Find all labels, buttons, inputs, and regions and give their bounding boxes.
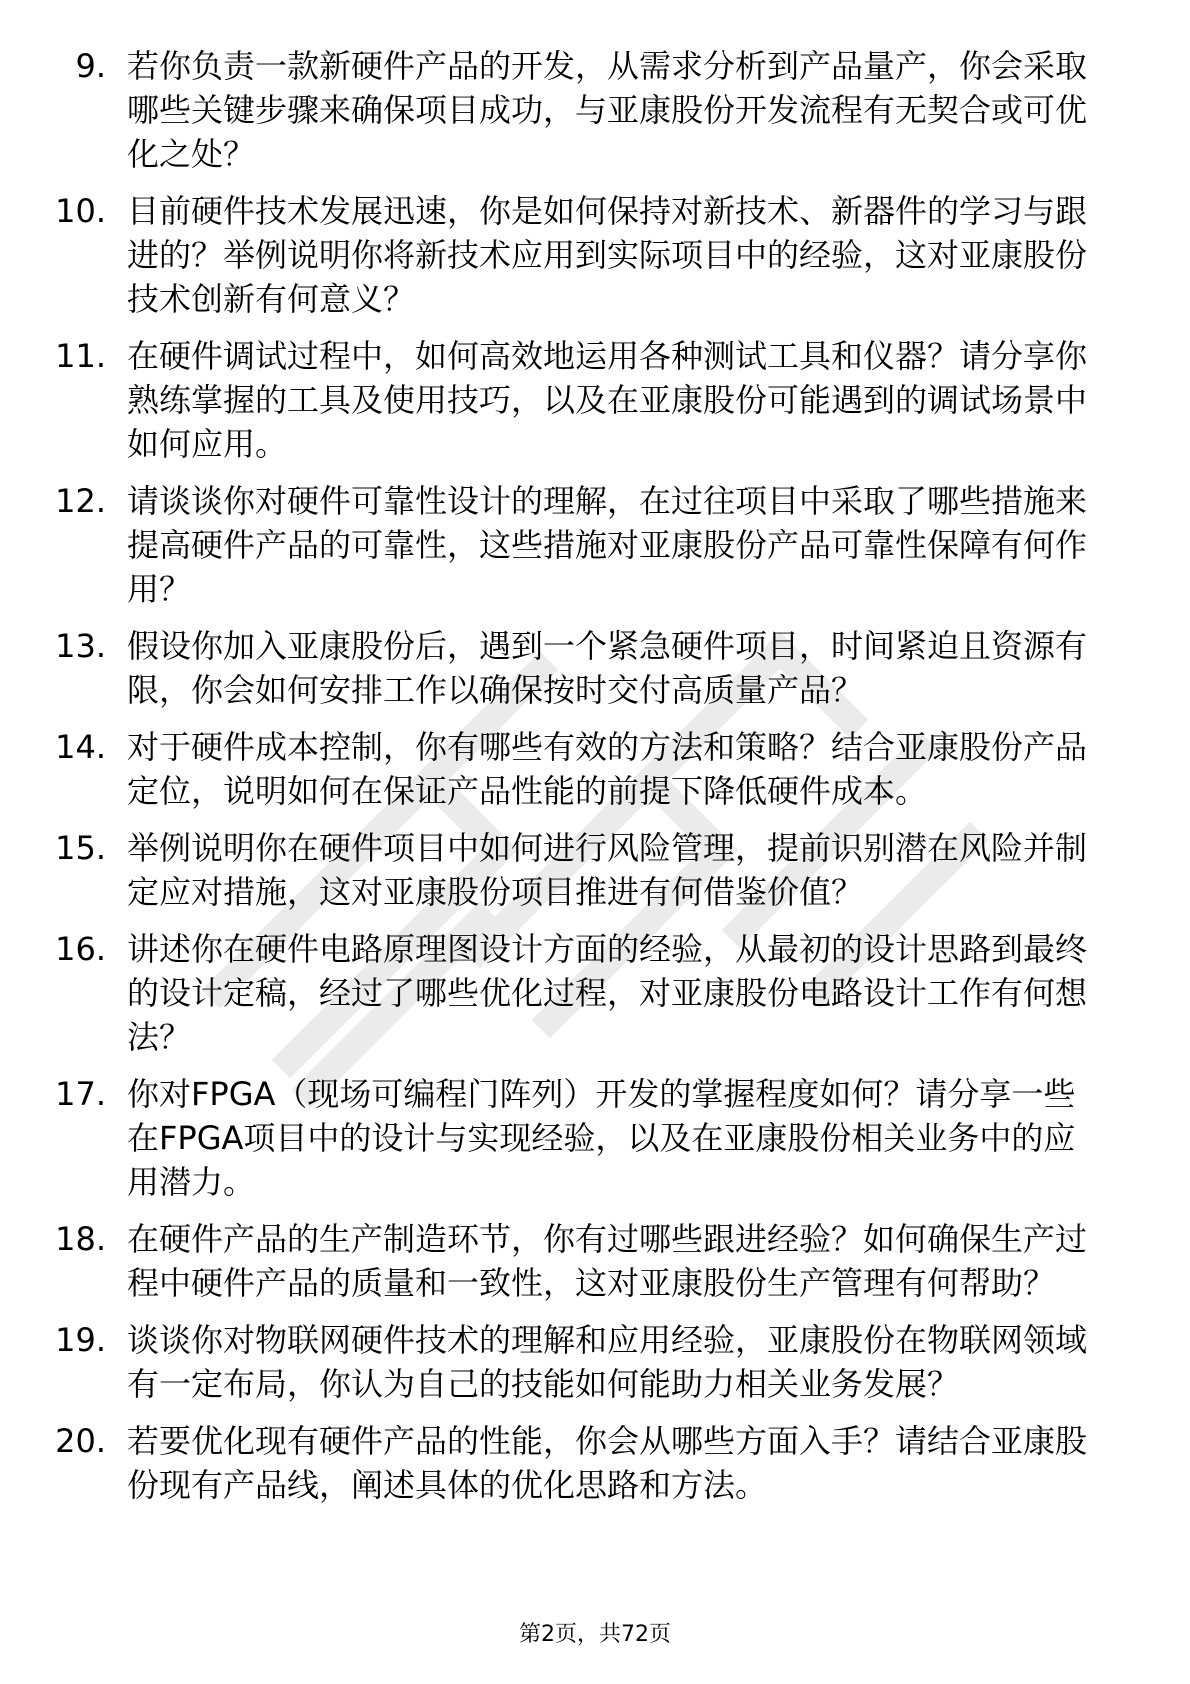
question-number: 15.	[55, 829, 106, 867]
question-text: 在硬件调试过程中，如何高效地运用各种测试工具和仪器？请分享你熟练掌握的工具及使用技巧，以及在亚康股份可能遇到的调试场景中如何应用。	[127, 337, 1088, 463]
question-text: 请谈谈你对硬件可靠性设计的理解，在过往项目中采取了哪些措施来提高硬件产品的可靠性，这些措施对亚康股份产品可靠性保障有何作用？	[127, 482, 1088, 608]
question-number: 9.	[75, 47, 106, 85]
question-number: 18.	[55, 1220, 106, 1258]
question-text: 在硬件产品的生产制造环节，你有过哪些跟进经验？如何确保生产过程中硬件产品的质量和一致性，这对亚康股份生产管理有何帮助？	[127, 1220, 1088, 1302]
question-item	[0, 1318, 1190, 1406]
question-item	[0, 1419, 1190, 1507]
question-item	[0, 334, 1190, 466]
question-number: 14.	[55, 728, 106, 766]
question-number: 19.	[55, 1321, 106, 1359]
question-item	[0, 826, 1190, 914]
question-item	[0, 44, 1190, 176]
question-list	[0, 44, 1190, 1520]
question-text: 若要优化现有硬件产品的性能，你会从哪些方面入手？请结合亚康股份现有产品线，阐述具体的优化思路和方法。	[127, 1422, 1088, 1504]
question-number: 12.	[55, 482, 106, 520]
question-number: 20.	[55, 1422, 106, 1460]
question-number: 13.	[55, 627, 106, 665]
question-item	[0, 1072, 1190, 1204]
question-text: 目前硬件技术发展迅速，你是如何保持对新技术、新器件的学习与跟进的？举例说明你将新技术应用到实际项目中的经验，这对亚康股份技术创新有何意义？	[127, 192, 1088, 318]
question-number: 10.	[55, 192, 106, 230]
question-item	[0, 479, 1190, 611]
question-number: 17.	[55, 1075, 106, 1113]
question-item	[0, 927, 1190, 1059]
page-footer: 第2页，共72页	[519, 1622, 671, 1647]
question-item	[0, 1217, 1190, 1305]
question-text: 若你负责一款新硬件产品的开发，从需求分析到产品量产，你会采取哪些关键步骤来确保项目成功，与亚康股份开发流程有无契合或可优化之处？	[127, 47, 1088, 173]
question-text: 假设你加入亚康股份后，遇到一个紧急硬件项目，时间紧迫且资源有限，你会如何安排工作以确保按时交付高质量产品？	[127, 627, 1088, 709]
question-text: 对于硬件成本控制，你有哪些有效的方法和策略？结合亚康股份产品定位，说明如何在保证产品性能的前提下降低硬件成本。	[127, 728, 1088, 810]
question-item	[0, 624, 1190, 712]
question-number: 11.	[55, 337, 106, 375]
question-text: 讲述你在硬件电路原理图设计方面的经验，从最初的设计思路到最终的设计定稿，经过了哪些优化过程，对亚康股份电路设计工作有何想法？	[127, 930, 1088, 1056]
question-text: 你对FPGA（现场可编程门阵列）开发的掌握程度如何？请分享一些在FPGA项目中的设计与实现经验，以及在亚康股份相关业务中的应用潜力。	[127, 1075, 1076, 1201]
question-item	[0, 189, 1190, 321]
question-text: 谈谈你对物联网硬件技术的理解和应用经验，亚康股份在物联网领域有一定布局，你认为自己的技能如何能助力相关业务发展？	[127, 1321, 1088, 1403]
question-text: 举例说明你在硬件项目中如何进行风险管理，提前识别潜在风险并制定应对措施，这对亚康股份项目推进有何借鉴价值？	[127, 829, 1088, 911]
question-item	[0, 725, 1190, 813]
question-number: 16.	[55, 930, 106, 968]
